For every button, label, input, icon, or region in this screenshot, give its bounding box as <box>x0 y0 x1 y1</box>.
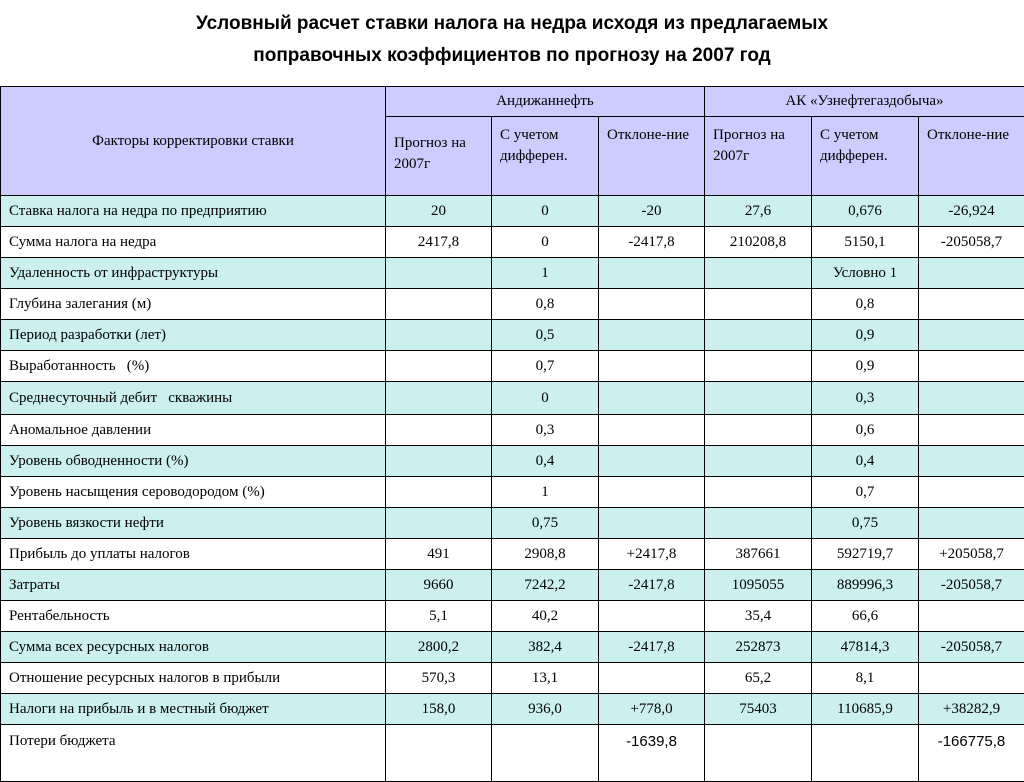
cell: 0,3 <box>812 382 919 415</box>
cell: 0,5 <box>492 320 599 351</box>
cell: -2417,8 <box>599 570 705 601</box>
cell <box>705 320 812 351</box>
cell: 40,2 <box>492 601 599 632</box>
cell <box>705 725 812 782</box>
cell <box>705 415 812 446</box>
cell <box>599 446 705 477</box>
subheader-deviation-2: Отклоне-ние <box>919 117 1024 196</box>
cell: 0,7 <box>492 351 599 382</box>
cell: -166775,8 <box>919 725 1024 782</box>
cell: +38282,9 <box>919 694 1024 725</box>
cell: 0,9 <box>812 351 919 382</box>
cell <box>705 289 812 320</box>
cell: 0,7 <box>812 477 919 508</box>
row-label: Удаленность от инфраструктуры <box>1 258 386 289</box>
cell: 9660 <box>386 570 492 601</box>
cell: 0 <box>492 382 599 415</box>
row-label: Аномальное давлении <box>1 415 386 446</box>
cell <box>919 382 1024 415</box>
group-header-uzneftegaz: АК «Узнефтегаздобыча» <box>705 87 1024 117</box>
title-line-2: поправочных коэффициентов по прогнозу на 2007 год <box>0 40 1024 72</box>
cell: -2417,8 <box>599 632 705 663</box>
cell <box>705 351 812 382</box>
cell: 66,6 <box>812 601 919 632</box>
row-label: Затраты <box>1 570 386 601</box>
cell: 0,676 <box>812 196 919 227</box>
table-row <box>1 725 1024 782</box>
cell <box>919 258 1024 289</box>
cell <box>705 508 812 539</box>
cell <box>599 477 705 508</box>
tax-table <box>0 86 1024 782</box>
table-row <box>1 601 1024 632</box>
cell: 936,0 <box>492 694 599 725</box>
row-label: Отношение ресурсных налогов в прибыли <box>1 663 386 694</box>
row-label: Уровень насыщения сероводородом (%) <box>1 477 386 508</box>
cell <box>705 446 812 477</box>
table-row <box>1 446 1024 477</box>
cell <box>919 601 1024 632</box>
table-row <box>1 477 1024 508</box>
row-label: Выработанность (%) <box>1 351 386 382</box>
cell: 27,6 <box>705 196 812 227</box>
cell: 0,8 <box>492 289 599 320</box>
row-label: Потери бюджета <box>1 725 386 782</box>
page-title <box>0 8 1024 72</box>
table-row <box>1 320 1024 351</box>
table-row <box>1 415 1024 446</box>
cell: 387661 <box>705 539 812 570</box>
cell <box>919 508 1024 539</box>
table-row <box>1 570 1024 601</box>
cell: 5150,1 <box>812 227 919 258</box>
cell <box>386 351 492 382</box>
cell <box>919 351 1024 382</box>
cell: 65,2 <box>705 663 812 694</box>
cell: 592719,7 <box>812 539 919 570</box>
cell <box>599 351 705 382</box>
cell <box>599 382 705 415</box>
cell <box>386 289 492 320</box>
table-row <box>1 258 1024 289</box>
cell <box>599 415 705 446</box>
cell: 889996,3 <box>812 570 919 601</box>
table-row <box>1 351 1024 382</box>
subheader-forecast-2: Прогноз на 2007г <box>705 117 812 196</box>
cell <box>919 415 1024 446</box>
cell: 2800,2 <box>386 632 492 663</box>
cell <box>386 258 492 289</box>
cell <box>386 415 492 446</box>
table-body <box>1 196 1024 782</box>
cell <box>599 508 705 539</box>
cell: -205058,7 <box>919 632 1024 663</box>
cell <box>919 446 1024 477</box>
cell <box>705 477 812 508</box>
title-line-1: Условный расчет ставки налога на недра исходя из предлагаемых <box>0 8 1024 40</box>
cell <box>599 320 705 351</box>
cell: 2908,8 <box>492 539 599 570</box>
cell: 2417,8 <box>386 227 492 258</box>
cell <box>599 601 705 632</box>
cell: 1 <box>492 477 599 508</box>
cell: -26,924 <box>919 196 1024 227</box>
table-row <box>1 632 1024 663</box>
cell: 110685,9 <box>812 694 919 725</box>
table-header <box>1 87 1024 196</box>
cell: -1639,8 <box>599 725 705 782</box>
cell <box>919 663 1024 694</box>
row-label: Прибыль до уплаты налогов <box>1 539 386 570</box>
row-label: Период разработки (лет) <box>1 320 386 351</box>
cell <box>386 508 492 539</box>
cell: 0,75 <box>812 508 919 539</box>
cell: 158,0 <box>386 694 492 725</box>
subheader-diff-1: С учетом дифферен. <box>492 117 599 196</box>
table-row <box>1 663 1024 694</box>
cell <box>705 382 812 415</box>
cell: 382,4 <box>492 632 599 663</box>
cell <box>386 725 492 782</box>
cell: 0,8 <box>812 289 919 320</box>
cell: +778,0 <box>599 694 705 725</box>
cell <box>492 725 599 782</box>
cell: -205058,7 <box>919 227 1024 258</box>
table-row <box>1 539 1024 570</box>
table-row <box>1 289 1024 320</box>
cell <box>386 382 492 415</box>
cell: 570,3 <box>386 663 492 694</box>
cell: 47814,3 <box>812 632 919 663</box>
cell: 1095055 <box>705 570 812 601</box>
cell <box>599 258 705 289</box>
cell: 20 <box>386 196 492 227</box>
cell <box>599 289 705 320</box>
cell <box>919 289 1024 320</box>
row-label: Уровень вязкости нефти <box>1 508 386 539</box>
cell: Условно 1 <box>812 258 919 289</box>
cell: 0,3 <box>492 415 599 446</box>
row-label: Налоги на прибыль и в местный бюджет <box>1 694 386 725</box>
table-row <box>1 382 1024 415</box>
subheader-deviation-1: Отклоне-ние <box>599 117 705 196</box>
cell: 491 <box>386 539 492 570</box>
cell: 0,6 <box>812 415 919 446</box>
cell: 7242,2 <box>492 570 599 601</box>
subheader-forecast-1: Прогноз на 2007г <box>386 117 492 196</box>
row-label: Среднесуточный дебит скважины <box>1 382 386 415</box>
row-label: Сумма налога на недра <box>1 227 386 258</box>
cell: 210208,8 <box>705 227 812 258</box>
cell: 0,4 <box>812 446 919 477</box>
factors-header: Факторы корректировки ставки <box>1 87 386 196</box>
cell <box>599 663 705 694</box>
cell <box>812 725 919 782</box>
cell <box>705 258 812 289</box>
row-label: Рентабельность <box>1 601 386 632</box>
cell: 0 <box>492 227 599 258</box>
cell: 35,4 <box>705 601 812 632</box>
cell: 0,4 <box>492 446 599 477</box>
cell <box>386 446 492 477</box>
cell: 13,1 <box>492 663 599 694</box>
table-row <box>1 694 1024 725</box>
group-header-andijan: Андижаннефть <box>386 87 705 117</box>
cell: +205058,7 <box>919 539 1024 570</box>
cell: 0,9 <box>812 320 919 351</box>
row-label: Ставка налога на недра по предприятию <box>1 196 386 227</box>
table-row <box>1 227 1024 258</box>
cell: 252873 <box>705 632 812 663</box>
cell: 0,75 <box>492 508 599 539</box>
table-row <box>1 508 1024 539</box>
subheader-diff-2: С учетом дифферен. <box>812 117 919 196</box>
cell: +2417,8 <box>599 539 705 570</box>
table-row <box>1 196 1024 227</box>
cell: 1 <box>492 258 599 289</box>
cell: 8,1 <box>812 663 919 694</box>
cell: 0 <box>492 196 599 227</box>
cell: 5,1 <box>386 601 492 632</box>
row-label: Сумма всех ресурсных налогов <box>1 632 386 663</box>
cell <box>919 477 1024 508</box>
cell: 75403 <box>705 694 812 725</box>
cell <box>919 320 1024 351</box>
row-label: Уровень обводненности (%) <box>1 446 386 477</box>
cell: -20 <box>599 196 705 227</box>
cell: -2417,8 <box>599 227 705 258</box>
row-label: Глубина залегания (м) <box>1 289 386 320</box>
cell <box>386 477 492 508</box>
cell <box>386 320 492 351</box>
cell: -205058,7 <box>919 570 1024 601</box>
